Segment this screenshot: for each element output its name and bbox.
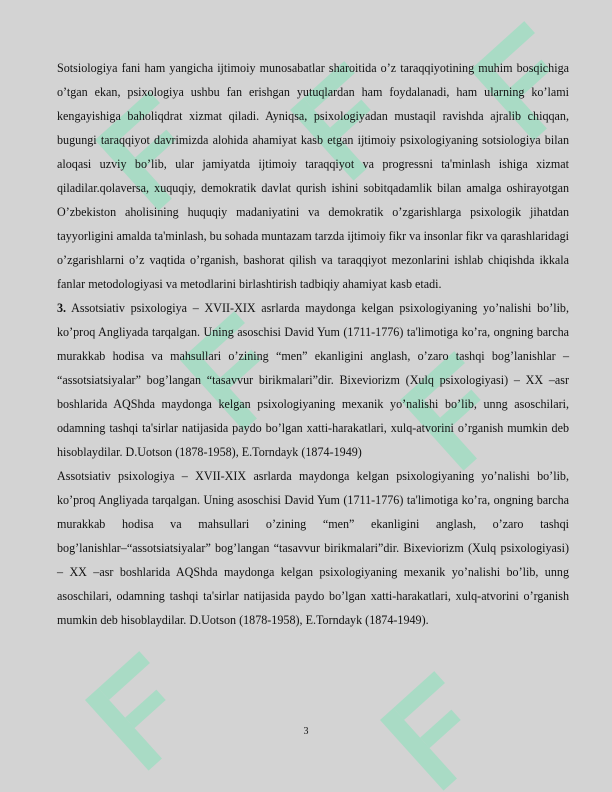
document-body bbox=[57, 56, 569, 632]
paragraph-text: Assotsiativ psixologiya – XVII-XIX asrlarda maydonga kelgan psixologiyaning yo’nalishi bo’lib, ko’proq Angliyada tarqalgan. Uning asoschisi David Yum (1711-1776) ta'limotiga ko’ra, ongning barcha murakkab hodisa va mahsullari o’zining “men” ekanligini anglash, o’zaro tashqi bog’lanishlar–“assotsiatsiyalar” bog’langan “tasavvur birikmalari”dir. Bixeviorizm (Xulq psixologiyasi) – XX –asr boshlarida AQShda maydonga kelgan psixologiyaning mexanik yo’nalishi bo’lib, unng asoschilari, odamning tashqi ta'sirlar natijasida paydo bo’lgan xatti-harakatlari, xulq-atvorini o’rganish mumkin deb hisoblaydilar. D.Uotson (1878-1958), E.Torndayk (1874-1949). bbox=[57, 469, 569, 627]
paragraph-text: Sotsiologiya fani ham yangicha ijtimoiy munosabatlar sharoitida o’z taraqqiyotining muhim bosqichiga o’tgan ekan, psixologiya ushbu fan erishgan yutuqlardan ham foydalanadi, ham ularning ko’lami kengayishiga baholiqdrat xizmat qiladi. Ayniqsa, psixologiyadan mustaqil ravishda ajralib chiqqan, bugungi taraqqiyot davrimizda alohida ahamiyat kasb etgan ijtimoiy psixologiyaning sotsiologiya bilan aloqasi uzviy bo’lib, ular jamiyatda ijtimoiy taraqqiyot va progressni ta'minlash ishiga xizmat qiladilar.qolaversa, xuquqiy, demokratik davlat qurish ishini sobitqadamlik bilan amalga oshirayotgan O’zbekiston aholisining huquqiy madaniyatini va demokratik o’zgarishlarga psixologik jihatdan tayyorligini amalda ta'minlash, bu sohada muntazam tarzda ijtimoiy fikr va insonlar fikr va qarashlaridagi o’zgarishlarni o’z vaqtida o’rganish, bashorat qilish va taraqqiyot mezonlarini ishlab chiqishda ikkala fanlar metodologiyasi va metodlarini birlashtirish tadbiqiy ahamiyat kasb etadi. bbox=[57, 61, 569, 291]
paragraph-number: 3. bbox=[57, 301, 67, 315]
paragraph-3 bbox=[57, 464, 569, 632]
page-number: 3 bbox=[303, 726, 309, 737]
paragraph-2 bbox=[57, 296, 569, 464]
paragraph-1 bbox=[57, 56, 569, 296]
paragraph-text: Assotsiativ psixologiya – XVII-XIX asrlarda maydonga kelgan psixologiyaning yo’nalishi bo’lib, ko’proq Angliyada tarqalgan. Uning asoschisi David Yum (1711-1776) ta'limotiga ko’ra, ongning barcha murakkab hodisa va mahsullari o’zining “men” ekanligini anglash, o’zaro tashqi bog’lanishlar – “assotsiatsiyalar” bog’langan “tasavvur birikmalari”dir. Bixeviorizm (Xulq psixologiyasi) – XX –asr boshlarida AQShda maydonga kelgan psixologiyaning mexanik yo’nalishi bo’lib, unng asoschilari, odamning tashqi ta'sirlar natijasida paydo bo’lgan xatti-harakatlari, xulq-atvorini o’rganish mumkin deb hisoblaydilar. D.Uotson (1878-1958), E.Torndayk (1874-1949) bbox=[57, 301, 570, 459]
